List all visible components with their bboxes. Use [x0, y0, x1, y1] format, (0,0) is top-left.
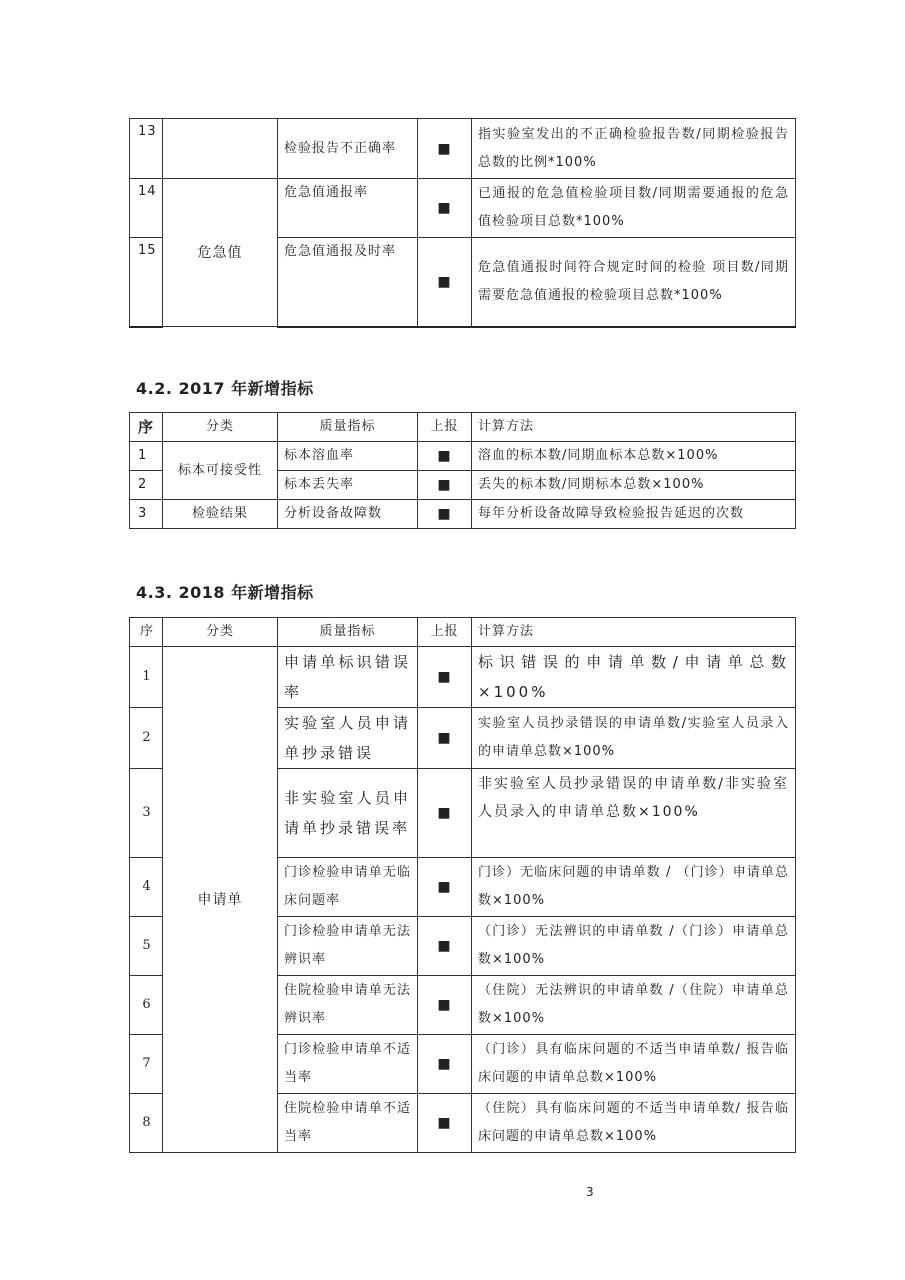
method-cell: 丢失的标本数/同期标本总数×100%	[472, 471, 796, 500]
section-heading-2018: 4.3. 2018 年新增指标	[136, 583, 314, 602]
table-row	[130, 500, 796, 529]
header-num: 序	[130, 618, 163, 647]
category-cell: 标本可接受性	[163, 442, 278, 500]
header-category: 分类	[163, 413, 278, 442]
report-mark: ■	[418, 976, 472, 1035]
table-row	[130, 119, 796, 179]
method-cell: 每年分析设备故障导致检验报告延迟的次数	[472, 500, 796, 529]
report-mark: ■	[418, 471, 472, 500]
report-mark: ■	[418, 1035, 472, 1094]
method-cell: （住院）无法辨识的申请单数 /（住院）申请单总数×100%	[472, 976, 796, 1035]
row-number: 1	[130, 442, 163, 471]
method-cell: （住院）具有临床问题的不适当申请单数/ 报告临床问题的申请单总数×100%	[472, 1094, 796, 1153]
report-mark: ■	[418, 119, 472, 179]
row-number: 1	[130, 647, 163, 708]
row-number: 14	[130, 179, 163, 238]
method-cell: 溶血的标本数/同期血标本总数×100%	[472, 442, 796, 471]
method-cell: 危急值通报时间符合规定时间的检验 项目数/同期需要危急值通报的检验项目总数*100%	[472, 238, 796, 327]
indicator-cell: 非实验室人员申请单抄录错误率	[278, 769, 418, 858]
row-number: 6	[130, 976, 163, 1035]
category-cell: 检验结果	[163, 500, 278, 529]
table-continued	[129, 118, 796, 328]
section-heading-2017: 4.2. 2017 年新增指标	[136, 379, 314, 398]
header-method: 计算方法	[472, 618, 796, 647]
report-mark: ■	[418, 238, 472, 327]
method-cell: 标识错误的申请单数/申请单总数×100%	[472, 647, 796, 708]
indicator-cell: 危急值通报及时率	[278, 238, 418, 327]
row-number: 2	[130, 471, 163, 500]
indicator-cell: 标本溶血率	[278, 442, 418, 471]
method-cell: 指实验室发出的不正确检验报告数/同期检验报告总数的比例*100%	[472, 119, 796, 179]
indicator-cell: 申请单标识错误率	[278, 647, 418, 708]
header-category: 分类	[163, 618, 278, 647]
row-number: 8	[130, 1094, 163, 1153]
indicator-cell: 实验室人员申请单抄录错误	[278, 708, 418, 769]
method-cell: （门诊）具有临床问题的不适当申请单数/ 报告临床问题的申请单总数×100%	[472, 1035, 796, 1094]
report-mark: ■	[418, 442, 472, 471]
report-mark: ■	[418, 647, 472, 708]
method-cell: 已通报的危急值检验项目数/同期需要通报的危急值检验项目总数*100%	[472, 179, 796, 238]
indicator-cell: 标本丢失率	[278, 471, 418, 500]
indicator-cell: 住院检验申请单无法辨识率	[278, 976, 418, 1035]
table-header-row	[130, 618, 796, 647]
indicator-cell: 门诊检验申请单无临床问题率	[278, 858, 418, 917]
indicator-cell: 危急值通报率	[278, 179, 418, 238]
row-number: 4	[130, 858, 163, 917]
category-cell: 申请单	[163, 647, 278, 1153]
indicator-cell: 检验报告不正确率	[278, 119, 418, 179]
table-row	[130, 179, 796, 238]
report-mark: ■	[418, 179, 472, 238]
row-number: 13	[130, 119, 163, 179]
row-number: 3	[130, 769, 163, 858]
method-cell: 实验室人员抄录错误的申请单数/实验室人员录入的申请单总数×100%	[472, 708, 796, 769]
header-report: 上报	[418, 618, 472, 647]
indicator-cell: 住院检验申请单不适当率	[278, 1094, 418, 1153]
method-cell: 门诊）无临床问题的申请单数 / （门诊）申请单总数×100%	[472, 858, 796, 917]
header-indicator: 质量指标	[278, 413, 418, 442]
report-mark: ■	[418, 500, 472, 529]
table-row	[130, 647, 796, 708]
report-mark: ■	[418, 769, 472, 858]
table-row	[130, 442, 796, 471]
row-number: 15	[130, 238, 163, 327]
category-cell: 危急值	[163, 179, 278, 327]
method-cell: （门诊）无法辨识的申请单数 /（门诊）申请单总数×100%	[472, 917, 796, 976]
page-number: 3	[586, 1185, 594, 1199]
indicator-cell: 门诊检验申请单不适当率	[278, 1035, 418, 1094]
row-number: 7	[130, 1035, 163, 1094]
report-mark: ■	[418, 708, 472, 769]
header-report: 上报	[418, 413, 472, 442]
header-num: 序	[130, 413, 163, 442]
header-indicator: 质量指标	[278, 618, 418, 647]
method-cell: 非实验室人员抄录错误的申请单数/非实验室人员录入的申请单总数×100%	[472, 769, 796, 858]
report-mark: ■	[418, 858, 472, 917]
header-method: 计算方法	[472, 413, 796, 442]
indicator-cell: 分析设备故障数	[278, 500, 418, 529]
table-header-row	[130, 413, 796, 442]
category-cell	[163, 119, 278, 179]
report-mark: ■	[418, 917, 472, 976]
table-2018	[129, 617, 796, 1153]
row-number: 3	[130, 500, 163, 529]
indicator-cell: 门诊检验申请单无法辨识率	[278, 917, 418, 976]
table-2017	[129, 412, 796, 529]
row-number: 5	[130, 917, 163, 976]
row-number: 2	[130, 708, 163, 769]
report-mark: ■	[418, 1094, 472, 1153]
